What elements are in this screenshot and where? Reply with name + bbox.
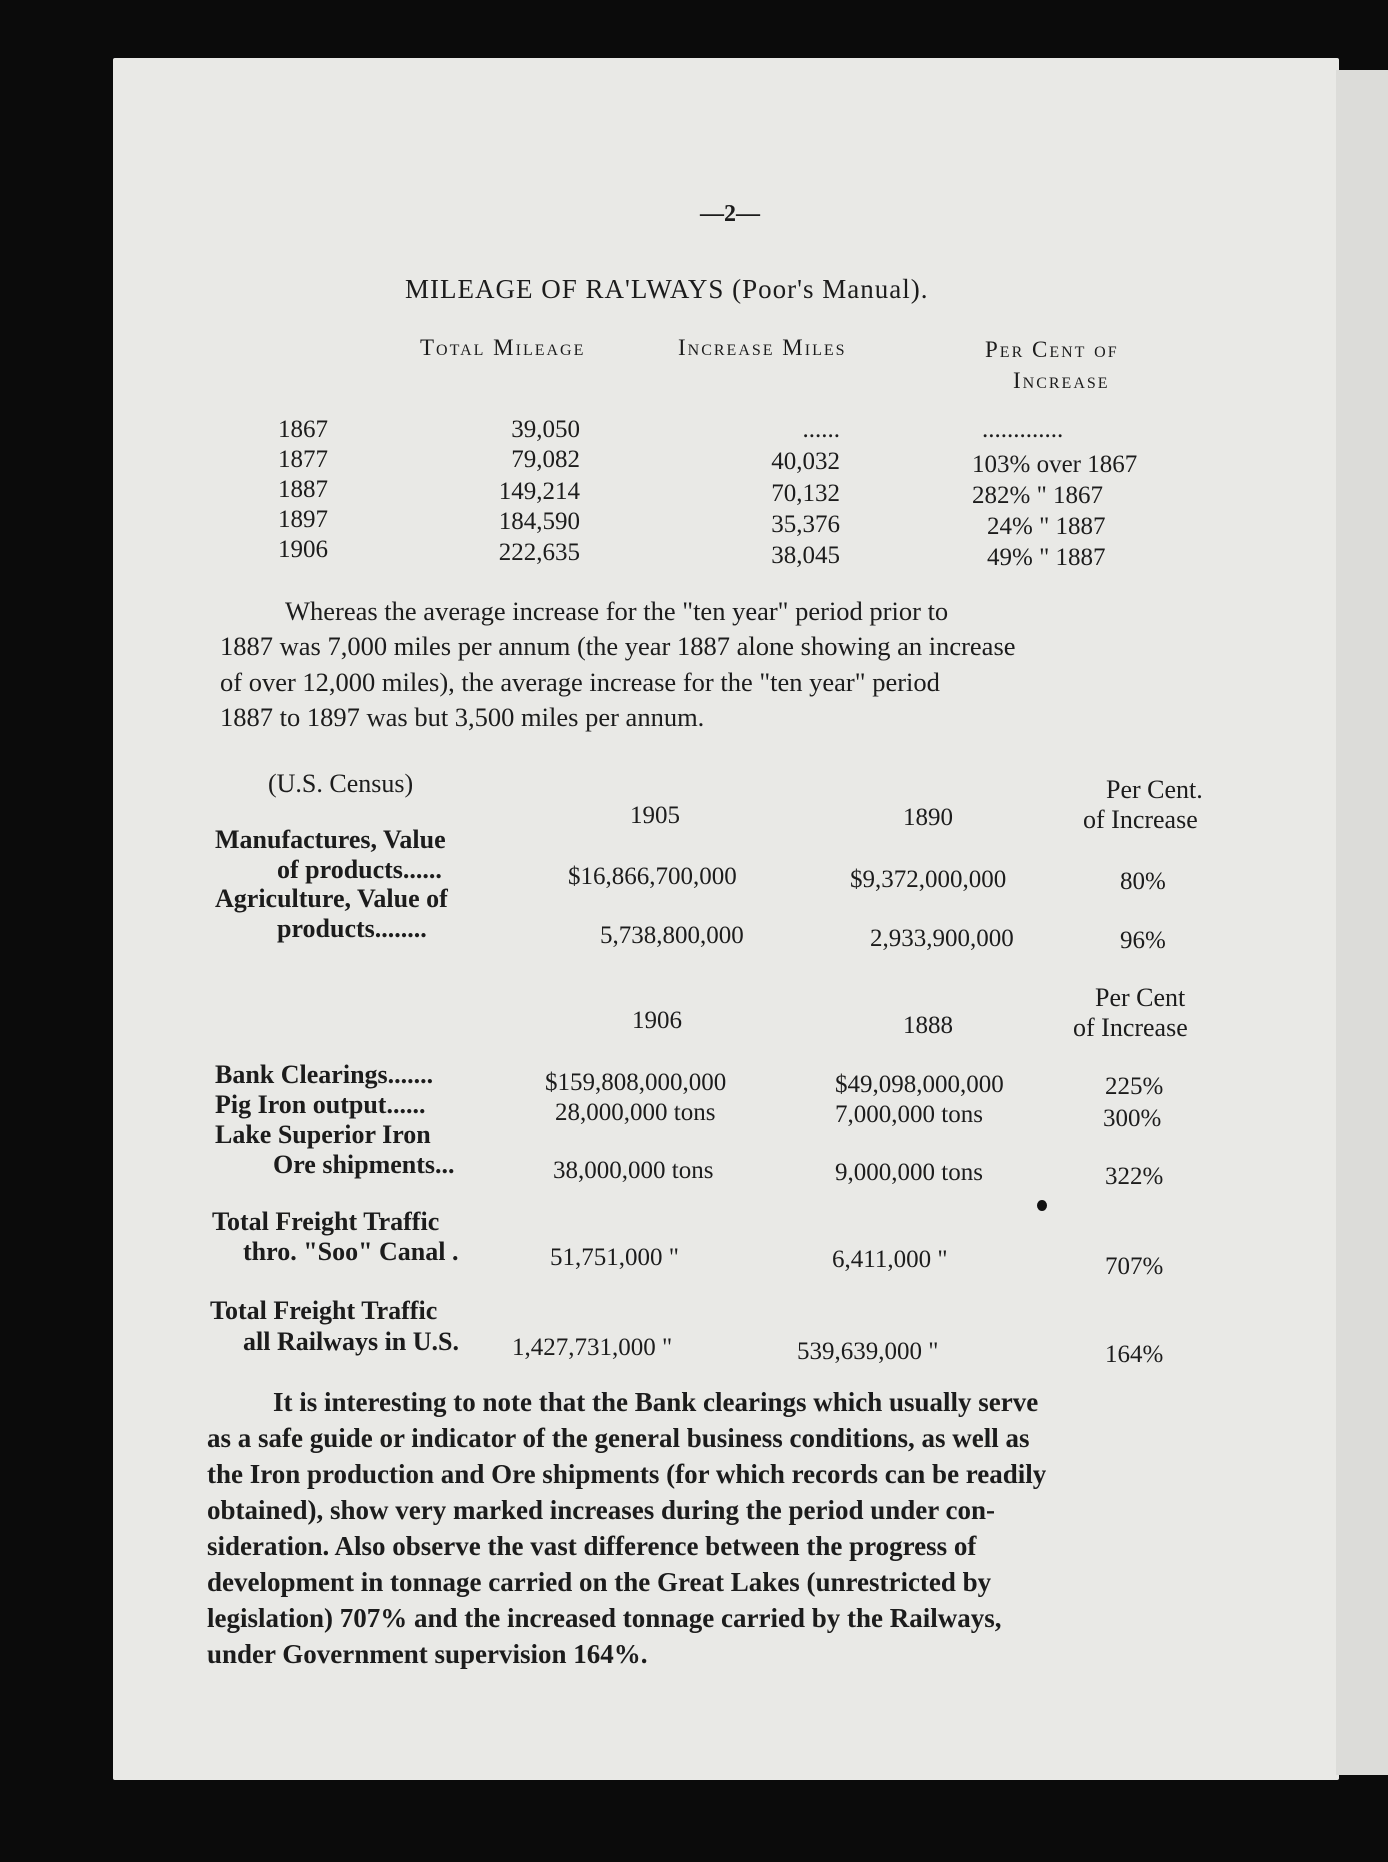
row-increase: 38,045 xyxy=(771,542,840,569)
table2-row-label: Total Freight Traffic xyxy=(212,1207,440,1236)
row-year: 1877 xyxy=(278,446,328,473)
census-col-percent-line2: of Increase xyxy=(1083,805,1198,834)
census-col-1890: 1890 xyxy=(903,804,953,831)
table2-row-label: Lake Superior Iron xyxy=(215,1120,431,1149)
paragraph-line: as a safe guide or indicator of the general business conditions, as well as xyxy=(207,1423,1030,1453)
census-row-value-1905: $16,866,700,000 xyxy=(568,863,737,890)
census-row-percent: 80% xyxy=(1120,868,1166,895)
table2-row-label: all Railways in U.S. xyxy=(243,1327,459,1356)
table2-row-percent: 322% xyxy=(1105,1163,1164,1190)
census-row-percent: 96% xyxy=(1120,927,1166,954)
paragraph-line: obtained), show very marked increases during the period under con- xyxy=(207,1495,996,1525)
row-percent: 103% over 1867 xyxy=(972,451,1138,478)
paragraph-line: Whereas the average increase for the "ten year" period prior to xyxy=(285,596,949,626)
row-increase: 35,376 xyxy=(771,511,840,538)
paragraph-line: under Government supervision 164%. xyxy=(207,1639,648,1669)
census-row-label: products........ xyxy=(277,914,427,943)
census-row-value-1905: 5,738,800,000 xyxy=(600,922,744,949)
row-total: 149,214 xyxy=(498,478,580,505)
table2-col-1888: 1888 xyxy=(903,1012,953,1039)
table2-row-value-1888: 6,411,000 " xyxy=(832,1246,948,1273)
railways-title: MILEAGE OF RA'LWAYS (Poor's Manual). xyxy=(405,274,929,304)
row-percent: 282% " 1867 xyxy=(972,482,1104,509)
table2-row-value-1906: $159,808,000,000 xyxy=(545,1069,727,1096)
table2-col-percent-line1: Per Cent xyxy=(1095,983,1186,1012)
table2-row-value-1888: 7,000,000 tons xyxy=(835,1101,983,1128)
paragraph-line: 1887 to 1897 was but 3,500 miles per annum. xyxy=(220,702,705,732)
paragraph-line: legislation) 707% and the increased tonnage carried by the Railways, xyxy=(207,1603,1002,1633)
row-total: 39,050 xyxy=(511,416,580,443)
table2-row-percent: 225% xyxy=(1105,1073,1164,1100)
row-increase: ...... xyxy=(802,416,840,443)
row-year: 1887 xyxy=(278,476,328,503)
row-year: 1867 xyxy=(278,416,328,443)
row-percent: 49% " 1887 xyxy=(987,544,1106,571)
census-col-percent-line1: Per Cent. xyxy=(1106,775,1203,804)
next-page-edge xyxy=(1336,70,1388,1775)
row-year: 1906 xyxy=(278,536,328,563)
census-row-value-1890: 2,933,900,000 xyxy=(870,925,1014,952)
table2-row-label: Pig Iron output...... xyxy=(215,1090,426,1119)
table2-row-percent: 300% xyxy=(1103,1105,1162,1132)
paragraph-line: 1887 was 7,000 miles per annum (the year 1887 alone showing an increase xyxy=(220,631,1016,661)
census-row-label: Agriculture, Value of xyxy=(215,884,448,913)
row-total: 222,635 xyxy=(498,539,580,566)
page-number: —2— xyxy=(700,201,760,227)
table2-col-1906: 1906 xyxy=(632,1007,682,1034)
table2-row-value-1888: 9,000,000 tons xyxy=(835,1159,983,1186)
table2-row-value-1906: 1,427,731,000 " xyxy=(512,1334,673,1361)
census-row-value-1890: $9,372,000,000 xyxy=(850,866,1007,893)
row-increase: 70,132 xyxy=(771,480,840,507)
header-increase-miles: Increase Miles xyxy=(678,335,847,360)
table2-row-label: Total Freight Traffic xyxy=(210,1296,438,1325)
table2-row-value-1888: $49,098,000,000 xyxy=(835,1071,1004,1098)
census-source: (U.S. Census) xyxy=(268,769,414,798)
row-percent: 24% " 1887 xyxy=(987,513,1106,540)
table2-row-label: thro. "Soo" Canal . xyxy=(243,1237,459,1266)
row-year: 1897 xyxy=(278,506,328,533)
paragraph-line: of over 12,000 miles), the average increase for the "ten year" period xyxy=(220,667,940,697)
table2-row-value-1906: 28,000,000 tons xyxy=(555,1099,716,1126)
header-percent-line2: Increase xyxy=(1013,368,1110,393)
census-row-label: of products...... xyxy=(277,855,442,884)
header-total-mileage: Total Mileage xyxy=(420,335,586,360)
row-total: 184,590 xyxy=(498,508,580,535)
paragraph-line: sideration. Also observe the vast difference between the progress of xyxy=(207,1531,977,1561)
row-increase: 40,032 xyxy=(771,448,840,475)
table2-row-percent: 707% xyxy=(1105,1253,1164,1280)
table2-row-value-1906: 51,751,000 " xyxy=(550,1244,679,1271)
table2-row-value-1888: 539,639,000 " xyxy=(797,1338,939,1365)
paragraph-line: It is interesting to note that the Bank clearings which usually serve xyxy=(273,1387,1039,1417)
ink-spot xyxy=(1037,1200,1047,1211)
table2-row-label: Bank Clearings....... xyxy=(215,1060,434,1089)
census-col-1905: 1905 xyxy=(630,802,680,829)
row-percent: ............. xyxy=(982,416,1064,443)
table2-row-label: Ore shipments... xyxy=(273,1150,455,1179)
table2-col-percent-line2: of Increase xyxy=(1073,1013,1188,1042)
row-total: 79,082 xyxy=(511,446,580,473)
header-percent-line1: Per Cent of xyxy=(985,337,1119,362)
table2-row-percent: 164% xyxy=(1105,1341,1164,1368)
census-row-label: Manufactures, Value xyxy=(215,825,446,854)
paragraph-line: development in tonnage carried on the Great Lakes (unrestricted by xyxy=(207,1567,992,1597)
paragraph-line: the Iron production and Ore shipments (for which records can be readily xyxy=(207,1459,1047,1489)
table2-row-value-1906: 38,000,000 tons xyxy=(553,1157,714,1184)
